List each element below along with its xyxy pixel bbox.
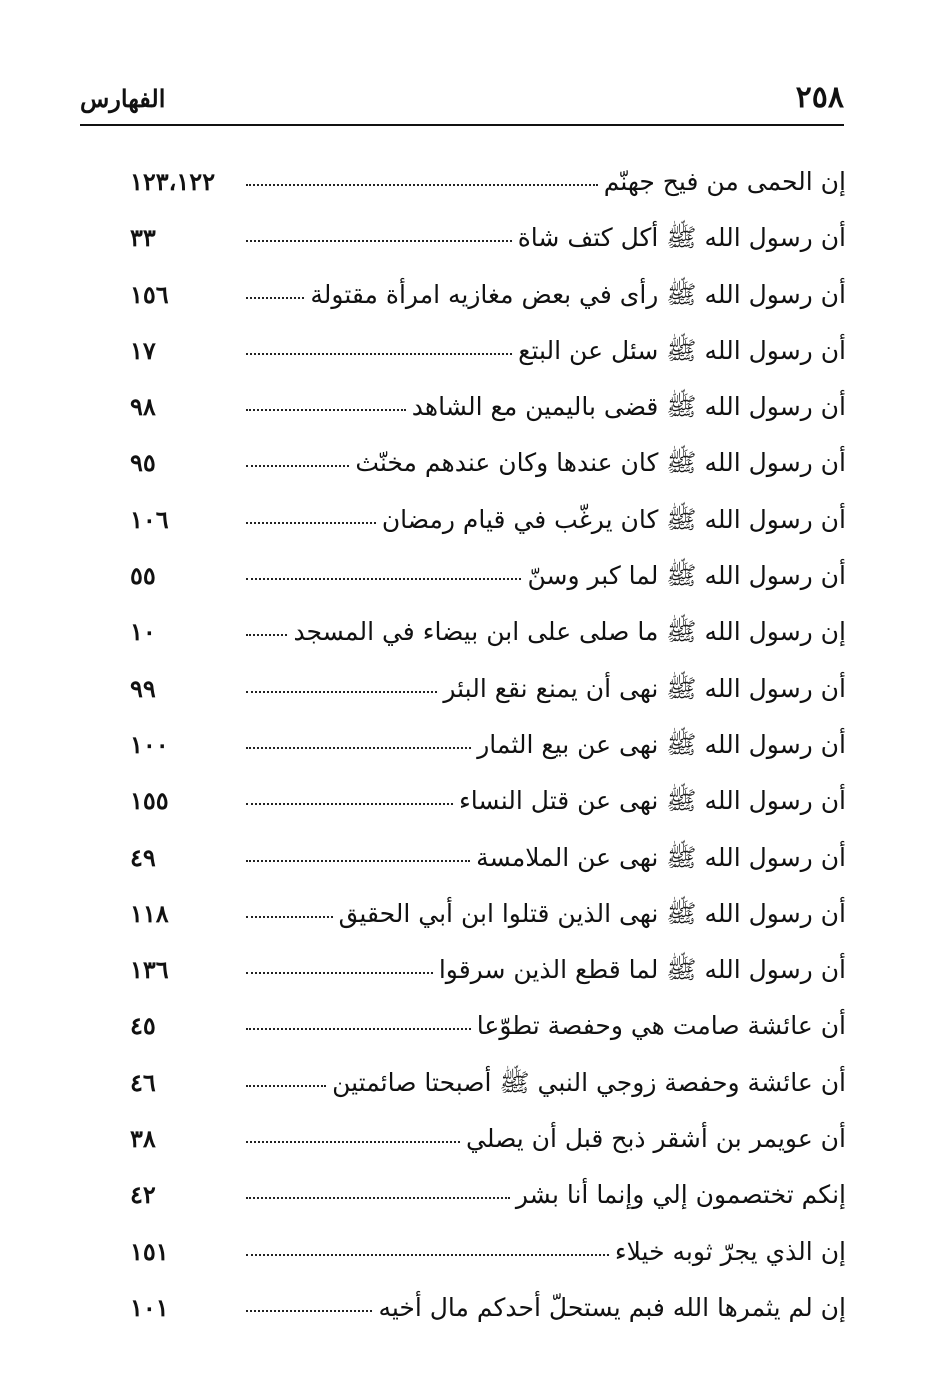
dot-leader: [246, 239, 512, 242]
hadith-text: أن رسول الله ﷺ نهى عن بيع الثمار: [477, 729, 846, 759]
dot-leader: [246, 1253, 609, 1256]
page-reference: ٥٥: [130, 561, 156, 591]
index-entry: [130, 154, 846, 210]
hadith-text: أن رسول الله ﷺ نهى الذين قتلوا ابن أبي الحقيق: [338, 898, 846, 928]
index-entry: [130, 661, 846, 717]
index-entry: [130, 1280, 846, 1336]
index-entry: [130, 773, 846, 829]
page-reference: ١١٨: [130, 898, 169, 928]
hadith-text: أن رسول الله ﷺ رأى في بعض مغازيه امرأة مقتولة: [310, 279, 846, 309]
index-entry: [130, 492, 846, 548]
index-entry: [130, 1224, 846, 1280]
page-header: [80, 78, 844, 118]
hadith-text: أن رسول الله ﷺ نهى أن يمنع نقع البئر: [443, 673, 846, 703]
dot-leader: [246, 915, 333, 918]
page-reference: ١٣٦: [130, 955, 169, 985]
dot-leader: [246, 521, 376, 524]
hadith-text: أن رسول الله ﷺ قضى باليمين مع الشاهد: [411, 392, 846, 422]
page-reference: ١٠٠: [130, 729, 169, 759]
dot-leader: [246, 1196, 510, 1199]
page-reference: ٩٨: [130, 392, 156, 422]
page-reference: ١٥٥: [130, 786, 169, 816]
index-entry: [130, 604, 846, 660]
page-reference: ٤٢: [130, 1180, 156, 1210]
hadith-text: أن رسول الله ﷺ نهى عن قتل النساء: [459, 786, 846, 816]
page-reference: ١٢٣،١٢٢: [130, 167, 216, 196]
dot-leader: [246, 802, 453, 805]
index-entry: [130, 323, 846, 379]
page-reference: ٤٩: [130, 842, 156, 872]
section-title: الفهارس: [80, 84, 166, 113]
dot-leader: [246, 1084, 326, 1087]
page-reference: ٣٣: [130, 223, 156, 253]
page-reference: ٤٦: [130, 1067, 156, 1097]
header-divider: [80, 124, 844, 126]
index-entry: [130, 717, 846, 773]
index-entry: [130, 267, 846, 323]
page-reference: ١٠١: [130, 1292, 169, 1322]
index-entry: [130, 998, 846, 1054]
index-entries: [130, 154, 846, 1336]
index-entry: [130, 1111, 846, 1167]
dot-leader: [246, 464, 349, 467]
hadith-text: أن رسول الله ﷺ لما كبر وسنّ: [527, 561, 846, 591]
hadith-text: أن رسول الله ﷺ نهى عن الملامسة: [476, 842, 846, 872]
page-reference: ٣٨: [130, 1124, 156, 1154]
hadith-text: أن رسول الله ﷺ كان يرغّب في قيام رمضان: [381, 504, 846, 534]
page-reference: ١٠: [130, 617, 156, 647]
hadith-text: أن عويمر بن أشقر ذبح قبل أن يصلي: [465, 1124, 846, 1154]
page-reference: ١٠٦: [130, 504, 169, 534]
hadith-text: إن الحمى من فيح جهنّم: [603, 167, 846, 196]
hadith-text: أن عائشة وحفصة زوجي النبي ﷺ أصبحتا صائمتين: [332, 1067, 846, 1097]
index-entry: [130, 548, 846, 604]
page-number: ٢٥٨: [795, 80, 844, 115]
page-reference: ١٥١: [130, 1236, 169, 1266]
dot-leader: [246, 690, 437, 693]
dot-leader: [246, 296, 304, 299]
hadith-text: أن رسول الله ﷺ كان عندها وكان عندهم مخنّث: [355, 448, 846, 478]
hadith-text: أن رسول الله ﷺ سئل عن البتع: [518, 335, 846, 365]
dot-leader: [246, 746, 471, 749]
dot-leader: [246, 408, 406, 411]
dot-leader: [246, 577, 521, 580]
page-reference: ٩٩: [130, 673, 156, 703]
hadith-text: أن رسول الله ﷺ أكل كتف شاة: [517, 223, 846, 253]
page-reference: ٤٥: [130, 1011, 156, 1041]
hadith-text: إن الذي يجرّ ثوبه خيلاء: [614, 1236, 846, 1266]
dot-leader: [246, 1309, 372, 1312]
dot-leader: [246, 183, 598, 186]
index-entry: [130, 830, 846, 886]
hadith-text: إن رسول الله ﷺ ما صلى على ابن بيضاء في المسجد: [293, 617, 846, 647]
index-entry: [130, 886, 846, 942]
hadith-text: أن عائشة صامت هي وحفصة تطوّعا: [476, 1011, 846, 1041]
dot-leader: [246, 1027, 471, 1030]
dot-leader: [246, 1140, 460, 1143]
hadith-text: أن رسول الله ﷺ لما قطع الذين سرقوا: [438, 955, 846, 985]
page-reference: ١٥٦: [130, 279, 169, 309]
index-entry: [130, 435, 846, 491]
dot-leader: [246, 859, 470, 862]
dot-leader: [246, 971, 433, 974]
dot-leader: [246, 352, 512, 355]
index-entry: [130, 1167, 846, 1223]
index-entry: [130, 379, 846, 435]
hadith-text: إن لم يثمرها الله فبم يستحلّ أحدكم مال أخيه: [378, 1292, 846, 1322]
index-entry: [130, 942, 846, 998]
page-reference: ٩٥: [130, 448, 156, 478]
index-entry: [130, 1055, 846, 1111]
dot-leader: [246, 633, 287, 636]
hadith-text: إنكم تختصمون إلي وإنما أنا بشر: [515, 1180, 846, 1210]
page-reference: ١٧: [130, 335, 156, 365]
index-entry: [130, 210, 846, 266]
